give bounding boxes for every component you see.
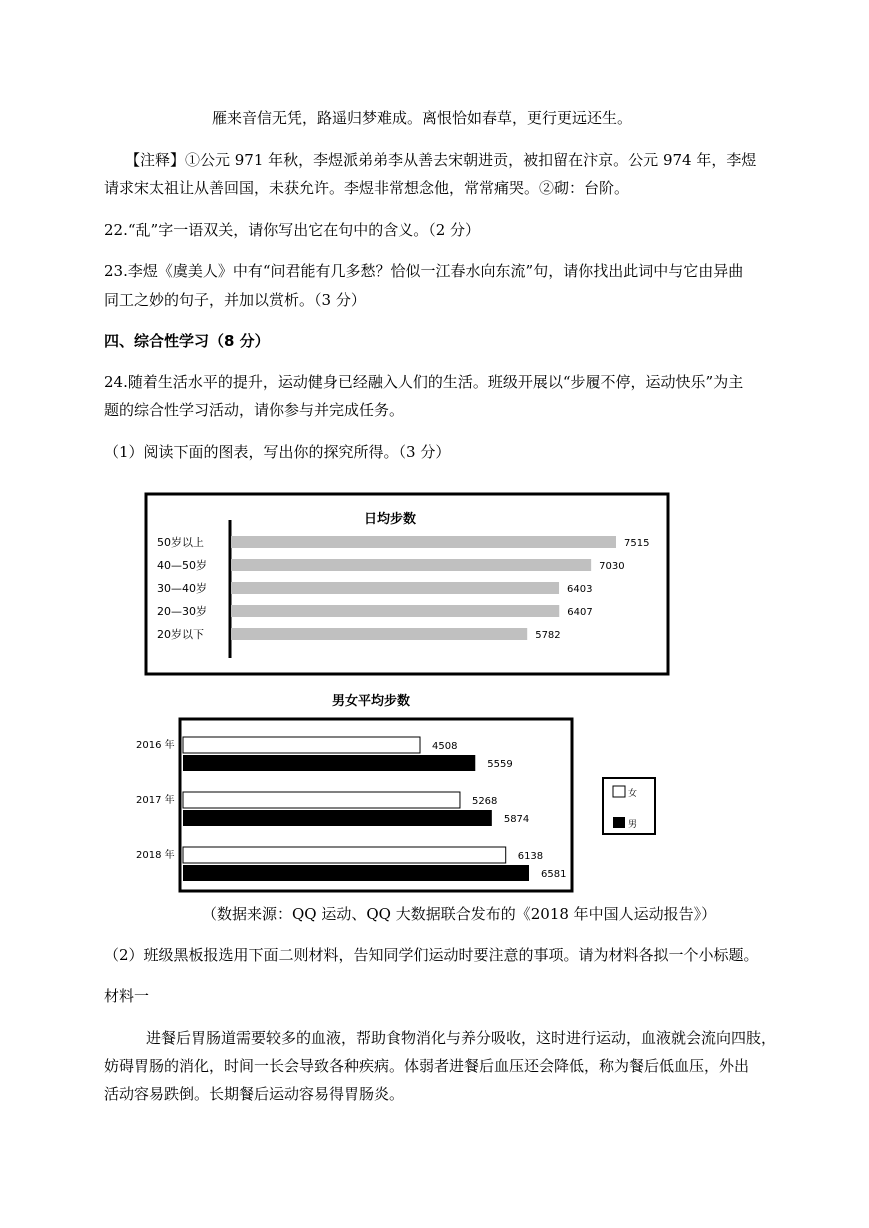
bar-female <box>183 792 460 808</box>
data-label: 6407 <box>567 607 593 618</box>
data-label: 6581 <box>541 869 567 880</box>
question-24-line-1: 24.随着生活水平的提升，运动健身已经融入人们的生活。班级开展以“步履不停，运动快乐”为主 <box>104 373 744 391</box>
question-23-line-2: 同工之妙的句子，并加以赏析。（3 分） <box>104 291 366 309</box>
data-label: 5782 <box>535 630 561 641</box>
legend-label-male: 男 <box>628 820 638 830</box>
material-1-label: 材料一 <box>104 987 150 1005</box>
data-label: 4508 <box>432 741 458 752</box>
question-22: 22.“乱”字一语双关，请你写出它在句中的含义。（2 分） <box>104 221 481 239</box>
legend-swatch-female <box>613 786 625 797</box>
data-label: 7515 <box>624 538 650 549</box>
data-source: （数据来源：QQ 运动、QQ 大数据联合发布的《2018 年中国人运动报告》） <box>202 905 717 923</box>
bar-male <box>183 865 529 881</box>
question-24-2: （2）班级黑板报选用下面二则材料，告知同学们运动时要注意的事项。请为材料各拟一个小标题。 <box>104 946 759 964</box>
legend-swatch-male <box>613 817 625 828</box>
legend-label-female: 女 <box>628 789 638 799</box>
section-4-title: 四、综合性学习（8 分） <box>104 332 270 350</box>
poem-line: 雁来音信无凭，路遥归梦难成。离恨恰如春草，更行更远还生。 <box>212 109 633 127</box>
question-24-line-2: 题的综合性学习活动，请你参与并完成任务。 <box>104 401 405 419</box>
data-label: 5268 <box>471 796 498 807</box>
data-label: 5559 <box>487 759 513 770</box>
bar-male <box>183 755 475 771</box>
category-label: 30—40岁 <box>157 582 207 595</box>
material-1-line-3: 活动容易跌倒。长期餐后运动容易得胃肠炎。 <box>104 1085 405 1103</box>
material-1-line-1: 进餐后胃肠道需要较多的血液，帮助食物消化与养分吸收，这时进行运动，血液就会流向四肢， <box>146 1029 777 1047</box>
material-1-line-2: 妨碍胃肠的消化，时间一长会导致各种疾病。体弱者进餐后血压还会降低，称为餐后低血压，外出 <box>104 1057 750 1075</box>
question-24-1: （1）阅读下面的图表，写出你的探究所得。（3 分） <box>104 443 451 461</box>
category-label: 2018 年 <box>136 850 175 861</box>
data-label: 7030 <box>599 561 625 572</box>
daily-steps-chart-title: 日均步数 <box>363 512 417 527</box>
data-label: 5874 <box>503 814 530 825</box>
data-label: 6138 <box>517 851 544 862</box>
bar-female <box>183 737 420 753</box>
bar-female <box>183 847 506 863</box>
note-line-2: 请求宋太祖让从善回国，未获允许。李煜非常想念他，常常痛哭。②砌：台阶。 <box>104 179 630 197</box>
note-line-1: 【注释】①公元 971 年秋，李煜派弟弟李从善去宋朝进贡，被扣留在汴京。公元 974 年，李煜 <box>125 151 757 169</box>
question-23-line-1: 23.李煜《虞美人》中有“问君能有几多愁？恰似一江春水向东流”句，请你找出此词中与它由异曲 <box>104 262 744 280</box>
category-label: 20岁以下 <box>157 628 204 641</box>
category-label: 2017 年 <box>136 795 175 806</box>
bar-male <box>183 810 492 826</box>
category-label: 40—50岁 <box>157 559 207 572</box>
category-label: 20—30岁 <box>157 605 207 618</box>
gender-steps-chart-title: 男女平均步数 <box>332 694 411 709</box>
data-label: 6403 <box>567 584 593 595</box>
category-label: 50岁以上 <box>157 536 204 549</box>
category-label: 2016 年 <box>136 740 175 751</box>
